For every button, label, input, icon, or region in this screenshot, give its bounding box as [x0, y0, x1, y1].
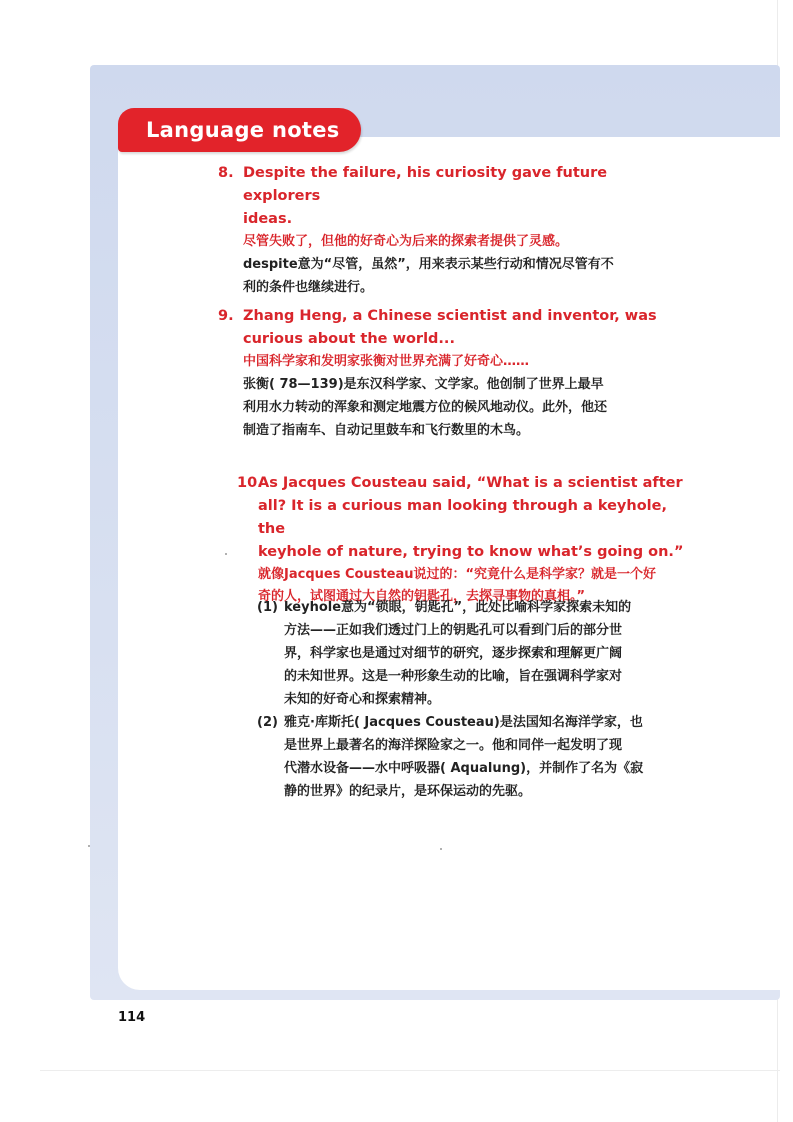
note-10-subpoints [243, 596, 693, 803]
note-8-english [218, 162, 683, 231]
subpoint-2 [243, 711, 693, 803]
explanation-line: 利的条件也继续进行。 [243, 280, 374, 295]
explanation-line: despite意为“尽管，虽然”，用来表示某些行动和情况尽管有不 [243, 257, 614, 272]
subpoint-mark: (1) [257, 600, 278, 615]
note-9-english [218, 305, 683, 351]
note-10-english [237, 472, 688, 564]
translation-line: 就像Jacques Cousteau说过的：“究竟什么是科学家？就是一个好 [258, 567, 657, 582]
subpoint-line: 是世界上最著名的海洋探险家之一。他和同伴一起发明了现 [284, 738, 623, 753]
english-line: Zhang Heng, a Chinese scientist and inventor, was [243, 308, 657, 324]
english-line: As Jacques Cousteau said, “What is a scientist after [258, 475, 683, 491]
translation-line: 尽管失败了，但他的好奇心为后来的探索者提供了灵感。 [243, 234, 569, 249]
explanation-line: 利用水力转动的浑象和测定地震方位的候风地动仪。此外，他还 [243, 400, 608, 415]
subpoint-line: 界，科学家也是通过对细节的研究，逐步探索和理解更广阔 [284, 646, 623, 661]
note-10 [237, 472, 688, 608]
note-8 [218, 162, 683, 299]
note-8-translation [243, 231, 683, 253]
english-line: ideas. [243, 211, 293, 227]
note-9-translation [243, 351, 683, 373]
scan-speck [440, 848, 442, 850]
note-number: 10. [237, 475, 263, 491]
subpoint-mark: (2) [257, 715, 278, 730]
translation-line: 中国科学家和发明家张衡对世界充满了好奇心…… [243, 354, 530, 369]
explanation-line: 制造了指南车、自动记里鼓车和飞行数里的木鸟。 [243, 423, 530, 438]
english-line: Despite the failure, his curiosity gave future explorers [243, 165, 608, 204]
explanation-line: 张衡( 78—139)是东汉科学家、文学家。他创制了世界上最早 [243, 377, 604, 392]
subpoint-line: 的未知世界。这是一种形象生动的比喻，旨在强调科学家对 [284, 669, 623, 684]
note-number: 8. [218, 165, 234, 181]
subpoint-line: keyhole意为“锁眼，钥匙孔”，此处比喻科学家探索未知的 [284, 600, 632, 615]
note-8-explanation [243, 253, 683, 299]
scan-speck [225, 553, 227, 555]
subpoint-line: 未知的好奇心和探索精神。 [284, 692, 441, 707]
subpoint-line: 代潜水设备——水中呼吸器( Aqualung)，并制作了名为《寂 [284, 761, 644, 776]
translation-line: 奇的人，试图通过大自然的钥匙孔，去探寻事物的真相。” [258, 589, 586, 604]
english-line: all? It is a curious man looking through a keyhole, the [258, 498, 667, 537]
scan-speck [88, 845, 90, 847]
english-line: keyhole of nature, trying to know what’s going on.” [258, 544, 684, 560]
subpoint-1 [243, 596, 693, 711]
note-9 [218, 305, 683, 442]
note-9-explanation [243, 373, 683, 442]
section-title-tab: Language notes [118, 108, 361, 152]
subpoint-line: 静的世界》的纪录片，是环保运动的先驱。 [284, 784, 532, 799]
subpoint-line: 方法——正如我们透过门上的钥匙孔可以看到门后的部分世 [284, 623, 623, 638]
page-number: 114 [118, 1010, 146, 1025]
page-bottom-line [40, 1070, 780, 1071]
note-number: 9. [218, 308, 234, 324]
subpoint-line: 雅克·库斯托( Jacques Cousteau)是法国知名海洋学家，也 [284, 715, 643, 730]
english-line: curious about the world... [243, 331, 455, 347]
